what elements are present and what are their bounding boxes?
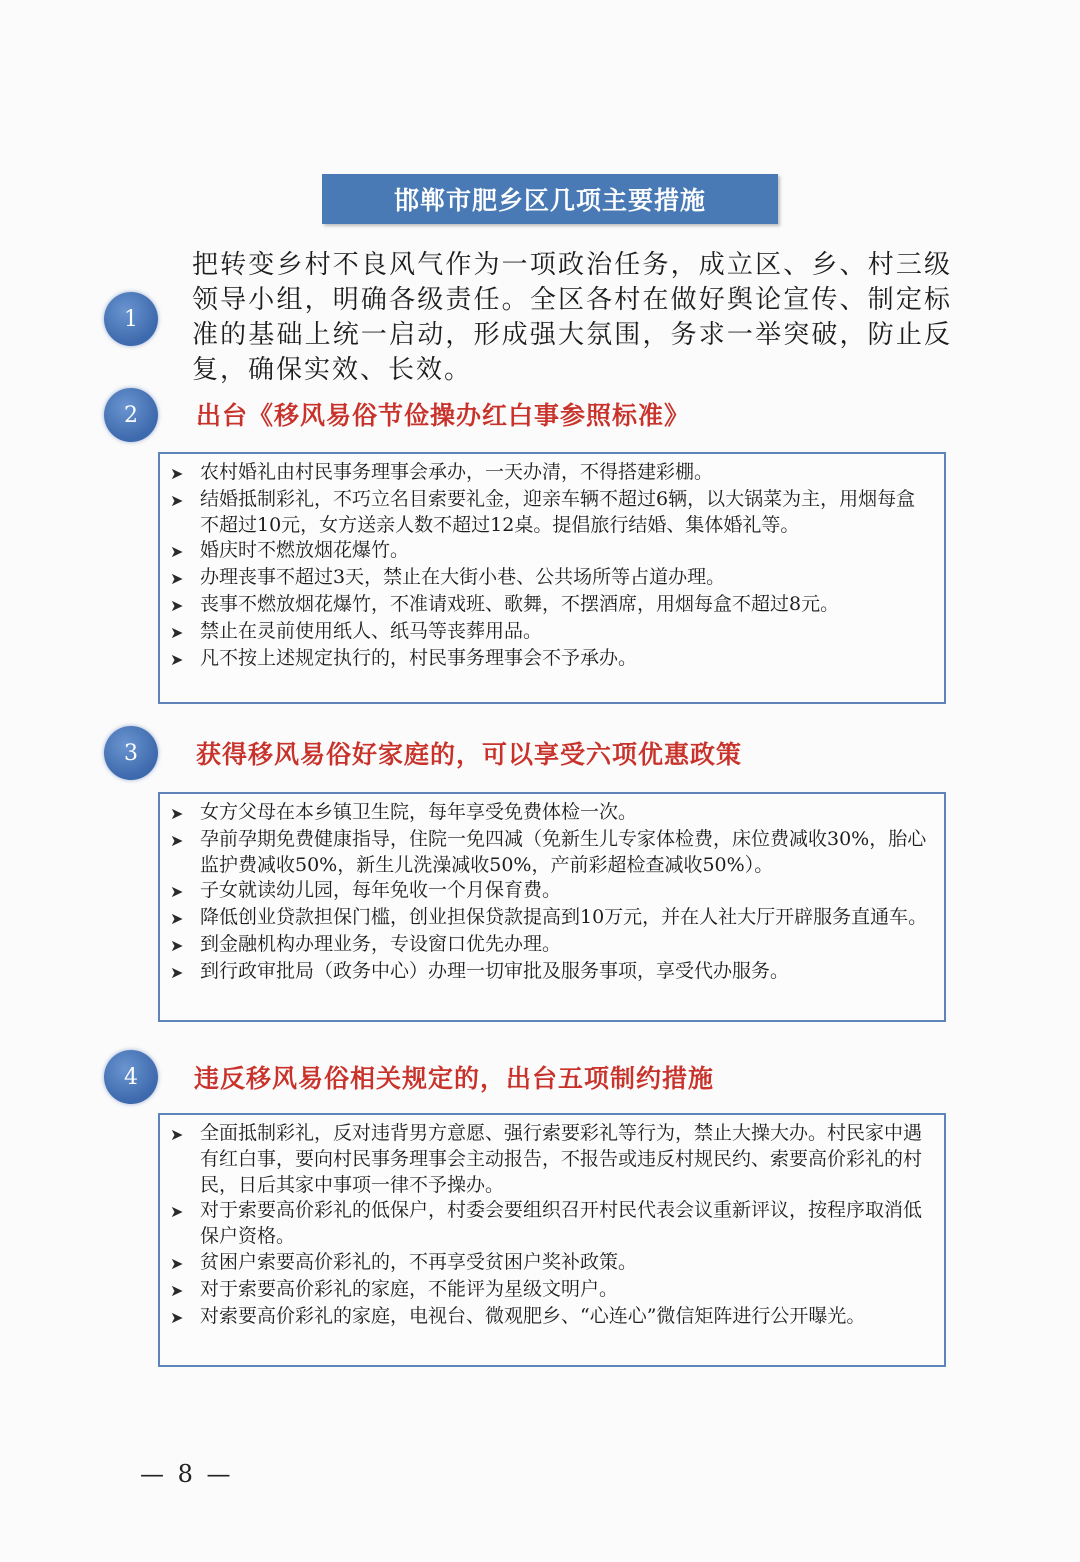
list-item — [170, 1198, 930, 1250]
list-item — [170, 1250, 930, 1277]
list-item-text: 结婚抵制彩礼，不巧立名目索要礼金，迎亲车辆不超过6辆，以大锅菜为主，用烟每盒不超过10元，女方送亲人数不超过12桌。提倡旅行结婚、集体婚礼等。 — [200, 487, 916, 536]
arrow-bullet-icon: ➤ — [170, 804, 184, 823]
section-2-number-badge — [104, 388, 158, 442]
list-item — [170, 1277, 930, 1304]
list-item — [170, 487, 930, 539]
list-item — [170, 932, 930, 959]
list-item — [170, 592, 930, 619]
list-item-text: 对于索要高价彩礼的低保户，村委会要组织召开村民代表会议重新评议，按程序取消低保户资格。 — [200, 1199, 923, 1248]
list-item — [170, 878, 930, 905]
section-4-list-box — [158, 1113, 946, 1367]
arrow-bullet-icon: ➤ — [170, 1202, 184, 1222]
section-4-number: 4 — [124, 1064, 138, 1090]
section-3-heading: 获得移风易俗好家庭的，可以享受六项优惠政策 — [196, 740, 743, 769]
list-item — [170, 646, 930, 673]
arrow-bullet-icon: ➤ — [170, 1280, 184, 1300]
list-item — [170, 565, 930, 592]
page-title-banner — [322, 174, 778, 224]
list-item-text: 到行政审批局（政务中心）办理一切审批及服务事项，享受代办服务。 — [200, 959, 790, 982]
list-item — [170, 619, 930, 646]
list-item-text: 禁止在灵前使用纸人、纸马等丧葬用品。 — [200, 619, 543, 642]
section-3-number-badge — [104, 726, 158, 780]
section-2-number: 2 — [124, 402, 138, 428]
page-number: — 8 — — [140, 1460, 234, 1488]
section-2-list-box — [158, 452, 946, 704]
list-item-text: 农村婚礼由村民事务理事会承办，一天办清，不得搭建彩棚。 — [200, 461, 714, 483]
arrow-bullet-icon: ➤ — [170, 935, 184, 955]
list-item-text: 子女就读幼儿园，每年免收一个月保育费。 — [200, 879, 562, 902]
section-4-number-badge — [104, 1050, 158, 1104]
list-item-text: 对于索要高价彩礼的家庭，不能评为星级文明户。 — [200, 1277, 619, 1300]
section-3-list-box — [158, 792, 946, 1022]
list-item-text: 女方父母在本乡镇卫生院，每年享受免费体检一次。 — [200, 801, 638, 823]
list-item — [170, 800, 930, 827]
list-item-text: 婚庆时不燃放烟花爆竹。 — [200, 539, 410, 562]
arrow-bullet-icon: ➤ — [170, 569, 184, 589]
section-1-text: 把转变乡村不良风气作为一项政治任务，成立区、乡、村三级领导小组，明确各级责任。全区各村在做好舆论宣传、制定标准的基础上统一启动，形成强大氛围，务求一举突破，防止反复，确保实效、长效。 — [192, 250, 952, 385]
list-item — [170, 1304, 930, 1331]
list-item — [170, 1121, 930, 1198]
list-item — [170, 827, 930, 879]
arrow-bullet-icon: ➤ — [170, 622, 184, 642]
arrow-bullet-icon: ➤ — [170, 909, 184, 929]
arrow-bullet-icon: ➤ — [170, 830, 184, 850]
arrow-bullet-icon: ➤ — [170, 649, 184, 669]
arrow-bullet-icon: ➤ — [170, 962, 184, 982]
list-item-text: 凡不按上述规定执行的，村民事务理事会不予承办。 — [200, 646, 638, 669]
list-item-text: 丧事不燃放烟花爆竹，不准请戏班、歌舞，不摆酒席，用烟每盒不超过8元。 — [200, 592, 840, 615]
list-item-text: 办理丧事不超过3天，禁止在大街小巷、公共场所等占道办理。 — [200, 566, 726, 589]
arrow-bullet-icon: ➤ — [170, 1125, 184, 1144]
section-1-number-badge — [104, 292, 158, 346]
arrow-bullet-icon: ➤ — [170, 595, 184, 615]
arrow-bullet-icon: ➤ — [170, 1307, 184, 1327]
list-item-text: 到金融机构办理业务，专设窗口优先办理。 — [200, 932, 562, 955]
arrow-bullet-icon: ➤ — [170, 882, 184, 902]
list-item — [170, 538, 930, 565]
section-3-number: 3 — [124, 740, 138, 766]
arrow-bullet-icon: ➤ — [170, 542, 184, 562]
arrow-bullet-icon: ➤ — [170, 490, 184, 510]
section-2-heading: 出台《移风易俗节俭操办红白事参照标准》 — [196, 401, 691, 430]
list-item-text: 对索要高价彩礼的家庭，电视台、微观肥乡、“心连心”微信矩阵进行公开曝光。 — [200, 1304, 866, 1327]
arrow-bullet-icon: ➤ — [170, 1253, 184, 1273]
list-item-text: 降低创业贷款担保门槛，创业担保贷款提高到10万元，并在人社大厅开辟服务直通车。 — [200, 906, 928, 929]
list-item-text: 贫困户索要高价彩礼的，不再享受贫困户奖补政策。 — [200, 1250, 638, 1273]
page-title: 邯郸市肥乡区几项主要措施 — [393, 186, 706, 215]
list-item — [170, 959, 930, 986]
arrow-bullet-icon: ➤ — [170, 464, 184, 483]
list-item — [170, 905, 930, 932]
list-item-text: 孕前孕期免费健康指导，住院一免四减（免新生儿专家体检费，床位费减收30%，胎心监护费减收50%，新生儿洗澡减收50%，产前彩超检查减收50%）。 — [200, 827, 927, 876]
section-4-heading: 违反移风易俗相关规定的，出台五项制约措施 — [194, 1064, 715, 1093]
list-item-text: 全面抵制彩礼，反对违背男方意愿、强行索要彩礼等行为，禁止大操大办。村民家中遇有红白事，要向村民事务理事会主动报告，不报告或违反村规民约、索要高价彩礼的村民，日后其家中事项一律不予操办。 — [200, 1122, 923, 1196]
section-1-number: 1 — [124, 306, 138, 332]
list-item — [170, 460, 930, 487]
